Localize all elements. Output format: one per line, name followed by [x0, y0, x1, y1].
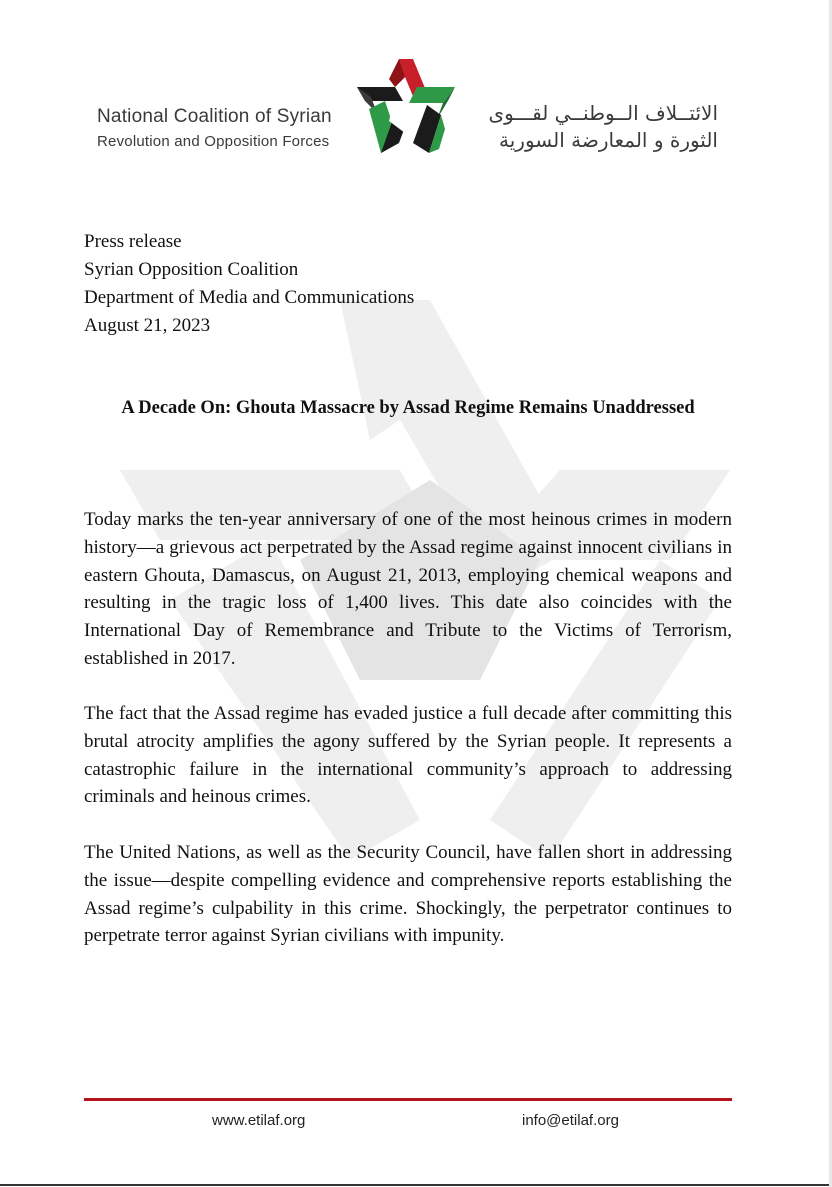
meta-date: August 21, 2023 [84, 315, 211, 336]
body-paragraph-2: The fact that the Assad regime has evaded justice a full decade after committing this brutal atrocity amplifies the agony suffered by the Syrian people. It represents a catastrophic failure in the international community’s approach to addressing criminals and heinous crimes. [84, 703, 732, 808]
org-name-arabic-line1: الائتــلاف الــوطنــي لقـــوى [488, 101, 718, 125]
org-name-arabic [462, 100, 718, 154]
star-logo-icon [355, 57, 457, 155]
body-paragraph-3: The United Nations, as well as the Security Council, have fallen short in addressing the issue—despite compelling evidence and comprehensive reports establishing the Assad regime’s culpability in this crime. Shockingly, the perpetrator continues to perpetrate terror against Syrian civilians with impunity. [84, 842, 732, 947]
document-title: A Decade On: Ghouta Massacre by Assad Regime Remains Unaddressed [121, 398, 695, 418]
page-bottom-edge [0, 1184, 832, 1186]
meta-organization: Syrian Opposition Coalition [84, 259, 299, 280]
website-link[interactable]: www.etilaf.org [212, 1112, 306, 1129]
org-name-line1: National Coalition of Syrian [97, 106, 332, 127]
footer-divider [84, 1098, 732, 1101]
body-paragraph-1: Today marks the ten-year anniversary of one of the most heinous crimes in modern history—a grievous act perpetrated by the Assad regime against innocent civilians in eastern Ghouta, Damascus, on August 21, 2013, employing chemical weapons and resulting in the tragic loss of 1,400 lives. This date also coincides with the International Day of Remembrance and Tribute to the Victims of Terrorism, established in 2017. [84, 509, 732, 669]
org-name-arabic-line2: الثورة و المعارضة السورية [499, 128, 718, 152]
email-link[interactable]: info@etilaf.org [522, 1112, 619, 1129]
meta-label: Press release [84, 231, 182, 252]
org-name-english [97, 104, 332, 153]
org-name-line2: Revolution and Opposition Forces [97, 133, 330, 150]
press-release-meta [84, 228, 414, 340]
meta-department: Department of Media and Communications [84, 287, 415, 308]
